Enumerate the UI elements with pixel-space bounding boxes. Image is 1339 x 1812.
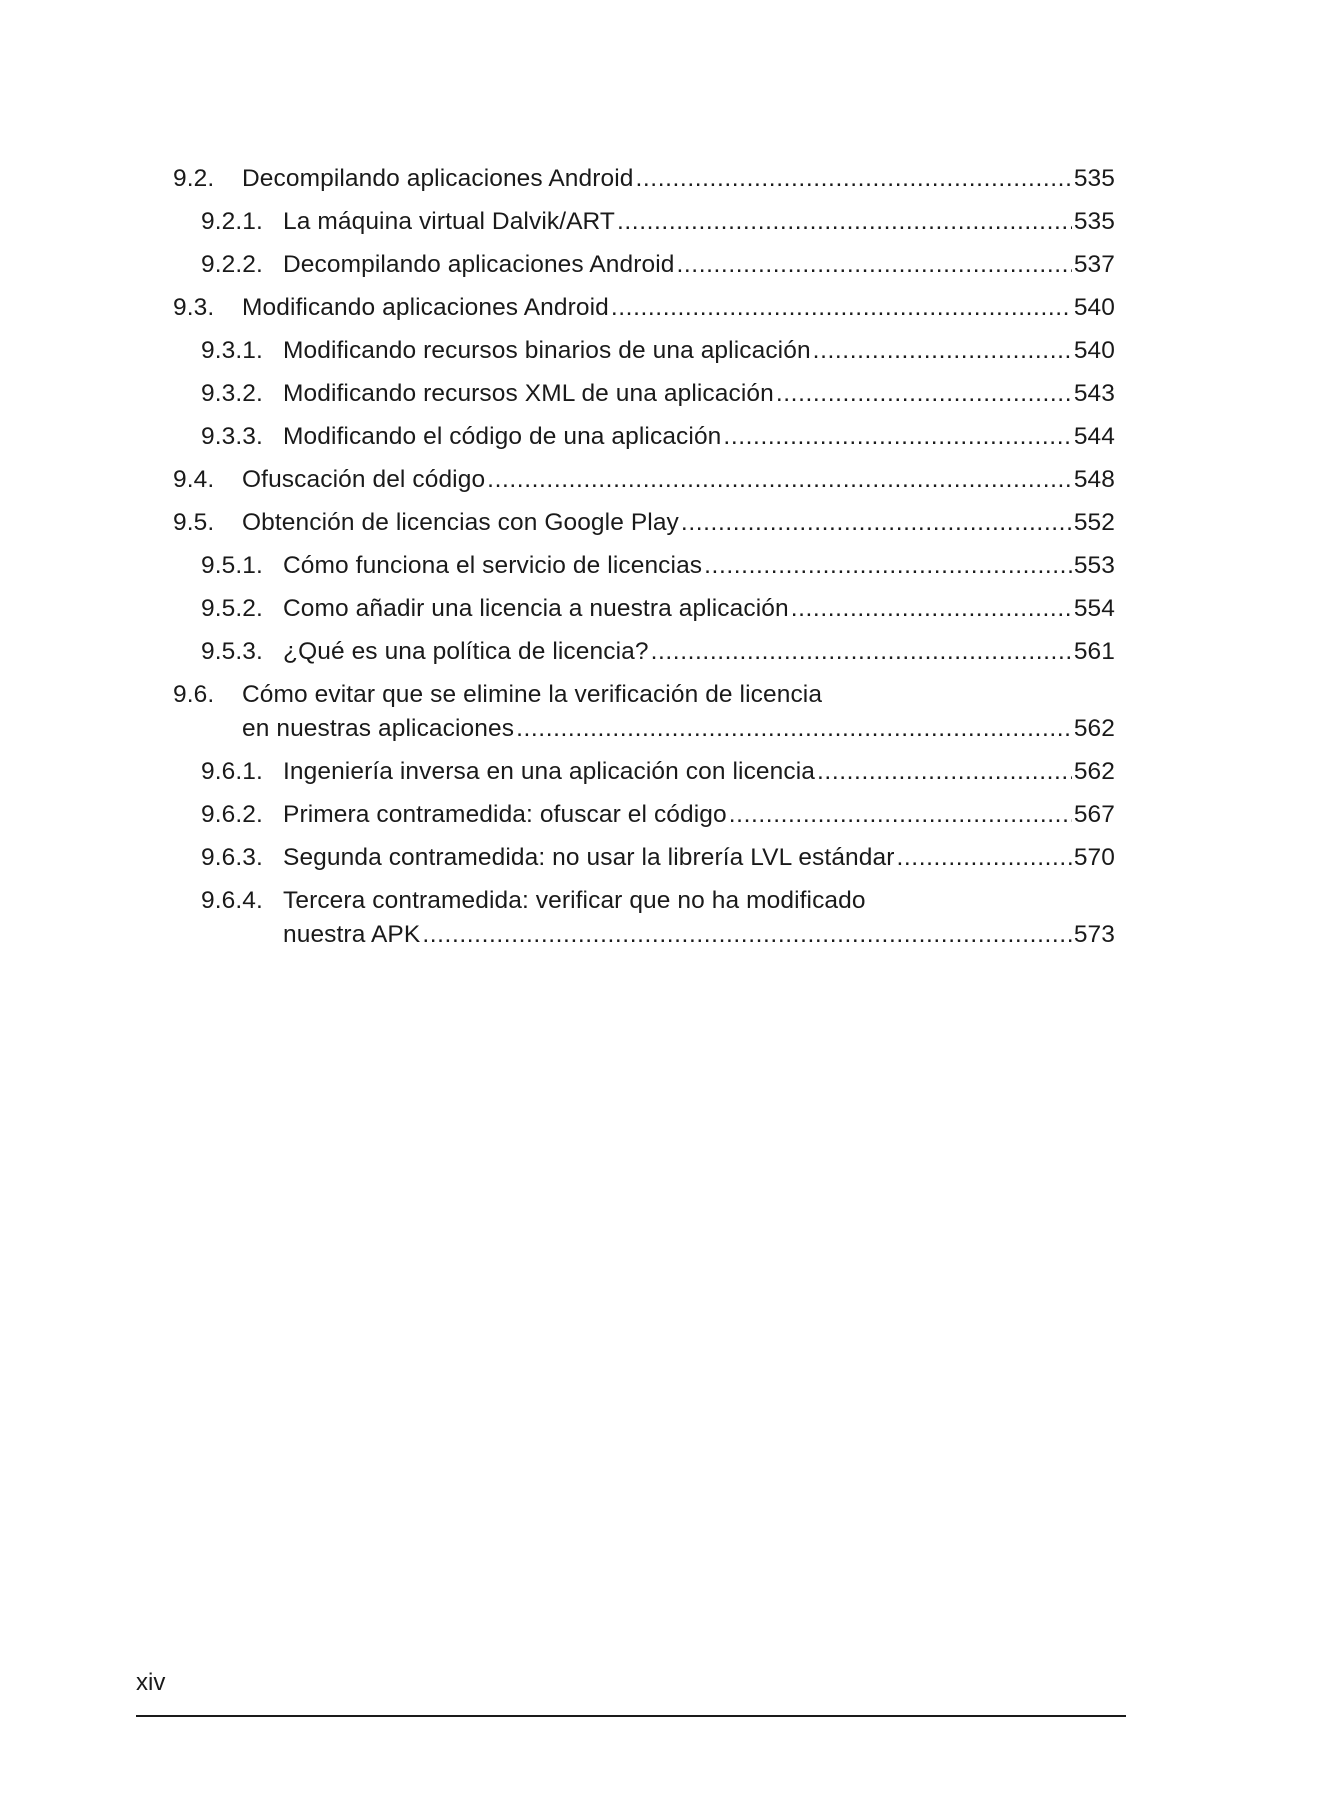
toc-entry[interactable] xyxy=(173,884,1115,952)
toc-entry[interactable] xyxy=(173,248,1115,282)
dot-leader xyxy=(704,549,1072,583)
dot-leader xyxy=(681,506,1072,540)
toc-entry-title: Decompilando aplicaciones Android xyxy=(242,165,634,192)
dot-leader xyxy=(651,635,1072,669)
dot-leader xyxy=(676,248,1071,282)
toc-entry[interactable] xyxy=(173,678,1115,746)
toc-entry[interactable] xyxy=(173,592,1115,626)
toc-entry[interactable] xyxy=(173,549,1115,583)
dot-leader xyxy=(516,712,1072,746)
toc-entry-number: 9.3.2. xyxy=(201,380,263,407)
toc-entry-title: Modificando aplicaciones Android xyxy=(242,294,609,321)
dot-leader xyxy=(791,592,1072,626)
toc-entry[interactable] xyxy=(173,841,1115,875)
dot-leader xyxy=(487,463,1072,497)
toc-entry[interactable] xyxy=(173,755,1115,789)
toc-entry-title: Cómo funciona el servicio de licencias xyxy=(283,552,703,579)
toc-entry-number: 9.5.2. xyxy=(201,595,263,622)
toc-entry[interactable] xyxy=(173,291,1115,325)
toc-entry-number: 9.4. xyxy=(173,466,215,493)
toc-entry[interactable] xyxy=(173,420,1115,454)
toc-entry-number: 9.6.2. xyxy=(201,801,263,828)
toc-entry-page: 552 xyxy=(1073,509,1115,536)
footer-rule xyxy=(136,1715,1126,1717)
dot-leader xyxy=(729,798,1072,832)
toc-entry[interactable] xyxy=(173,205,1115,239)
toc-entry-page: 535 xyxy=(1073,208,1115,235)
toc-entry-page: 553 xyxy=(1073,552,1115,579)
page-number: xiv xyxy=(136,1669,166,1696)
toc-entry-number: 9.3.1. xyxy=(201,337,263,364)
toc-entry-page: 535 xyxy=(1073,165,1115,192)
toc-entry-page: 554 xyxy=(1073,595,1115,622)
dot-leader xyxy=(896,841,1071,875)
toc-entry-page: 537 xyxy=(1073,251,1115,278)
toc-entry-number: 9.2.2. xyxy=(201,251,263,278)
toc-entry-title: nuestra APK xyxy=(283,921,421,948)
toc-entry[interactable] xyxy=(173,377,1115,411)
toc-entry-number: 9.6.1. xyxy=(201,758,263,785)
toc-entry-page: 573 xyxy=(1073,921,1115,948)
toc-entry-number: 9.5.1. xyxy=(201,552,263,579)
toc-entry-number: 9.5.3. xyxy=(201,638,263,665)
toc-entry-page: 567 xyxy=(1073,801,1115,828)
toc-entry-title: Ofuscación del código xyxy=(242,466,486,493)
dot-leader xyxy=(776,377,1072,411)
toc-entry-number: 9.5. xyxy=(173,509,215,536)
toc-entry-page: 540 xyxy=(1073,294,1115,321)
toc-entry-title: Modificando recursos binarios de una aplicación xyxy=(283,337,811,364)
toc-entry-title: ¿Qué es una política de licencia? xyxy=(283,638,649,665)
toc-entry-title: Modificando recursos XML de una aplicación xyxy=(283,380,774,407)
toc-entry[interactable] xyxy=(173,463,1115,497)
toc-entry-title: Como añadir una licencia a nuestra aplicación xyxy=(283,595,789,622)
dot-leader xyxy=(611,291,1072,325)
dot-leader xyxy=(813,334,1072,368)
toc-entry-page: 562 xyxy=(1073,715,1115,742)
toc-entry-title: La máquina virtual Dalvik/ART xyxy=(283,208,615,235)
dot-leader xyxy=(617,205,1072,239)
toc-entry-number: 9.6.3. xyxy=(201,844,263,871)
toc-entry-page: 544 xyxy=(1073,423,1115,450)
dot-leader xyxy=(422,918,1072,952)
toc-entry-title: en nuestras aplicaciones xyxy=(242,715,515,742)
toc-entry-number: 9.2. xyxy=(173,165,215,192)
toc-entry-title: Obtención de licencias con Google Play xyxy=(242,509,679,536)
toc-entry[interactable] xyxy=(173,635,1115,669)
toc-entry-number: 9.6. xyxy=(173,681,215,708)
toc-entry[interactable] xyxy=(173,162,1115,196)
toc-entry-number: 9.2.1. xyxy=(201,208,263,235)
toc-entry-number: 9.3. xyxy=(173,294,215,321)
toc-entry[interactable] xyxy=(173,334,1115,368)
toc-entry-title: Ingeniería inversa en una aplicación con licencia xyxy=(283,758,815,785)
dot-leader xyxy=(817,755,1072,789)
toc-entry[interactable] xyxy=(173,798,1115,832)
toc-entry-title: Modificando el código de una aplicación xyxy=(283,423,722,450)
toc-entry-title: Decompilando aplicaciones Android xyxy=(283,251,675,278)
toc-entry-number: 9.6.4. xyxy=(201,887,263,914)
table-of-contents xyxy=(173,162,1115,961)
toc-entry-number: 9.3.3. xyxy=(201,423,263,450)
toc-entry-title-line1: Tercera contramedida: verificar que no ha modificado xyxy=(283,887,866,914)
toc-entry-page: 570 xyxy=(1073,844,1115,871)
dot-leader xyxy=(635,162,1071,196)
dot-leader xyxy=(723,420,1071,454)
toc-entry-page: 540 xyxy=(1073,337,1115,364)
toc-entry-page: 561 xyxy=(1073,638,1115,665)
toc-entry-title: Primera contramedida: ofuscar el código xyxy=(283,801,727,828)
toc-entry-title: Segunda contramedida: no usar la librería LVL estándar xyxy=(283,844,895,871)
toc-entry[interactable] xyxy=(173,506,1115,540)
toc-entry-page: 543 xyxy=(1073,380,1115,407)
toc-entry-page: 548 xyxy=(1073,466,1115,493)
toc-entry-title-line1: Cómo evitar que se elimine la verificación de licencia xyxy=(242,681,823,708)
toc-entry-page: 562 xyxy=(1073,758,1115,785)
